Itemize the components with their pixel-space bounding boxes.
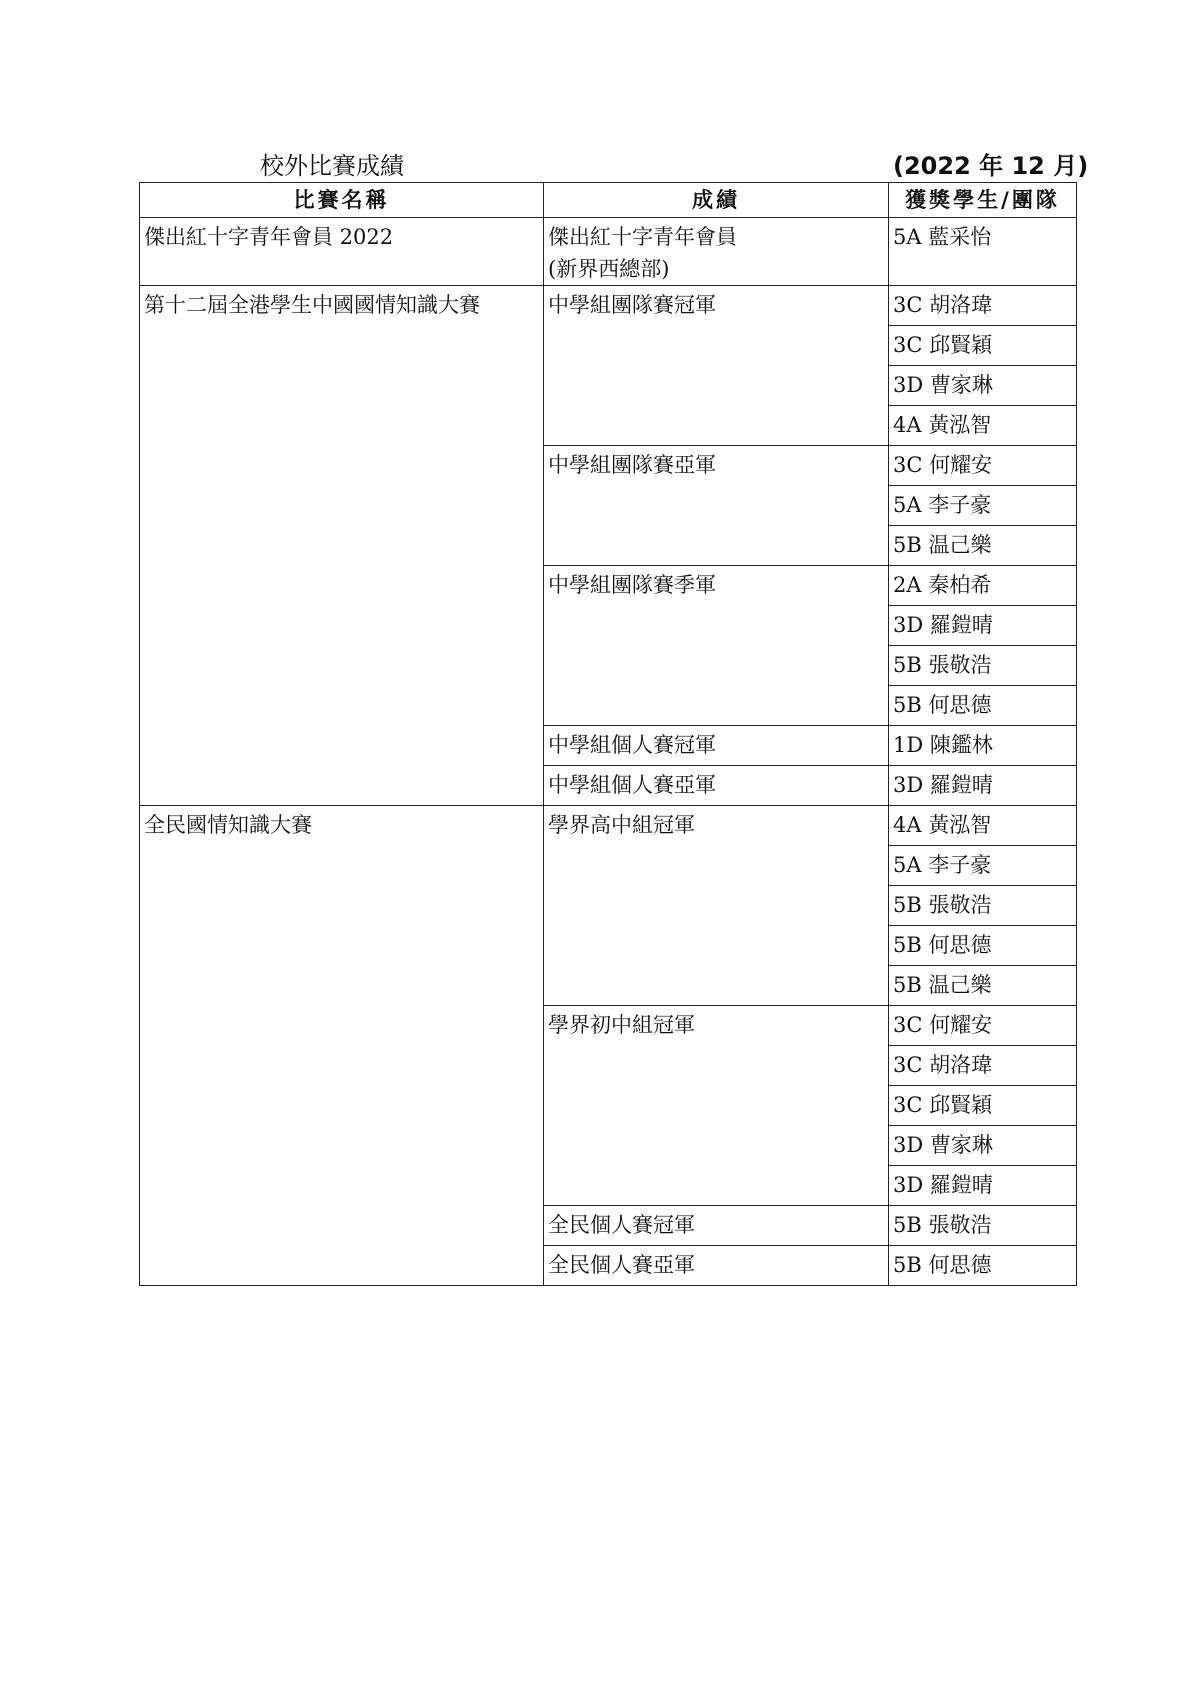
award-cell: 學界初中組冠軍 [544, 1006, 889, 1206]
student-cell: 5B 温己樂 [889, 966, 1077, 1006]
student-cell: 3C 邱賢穎 [889, 326, 1077, 366]
student-cell: 3D 羅鎧晴 [889, 606, 1077, 646]
column-header-competition: 比賽名稱 [140, 183, 544, 218]
award-cell: 中學組個人賽亞軍 [544, 766, 889, 806]
student-cell: 2A 秦柏希 [889, 566, 1077, 606]
student-cell: 3C 胡洛瑋 [889, 1046, 1077, 1086]
student-cell: 5A 藍采怡 [889, 218, 1077, 286]
student-cell: 3D 羅鎧晴 [889, 1166, 1077, 1206]
student-cell: 3D 羅鎧晴 [889, 766, 1077, 806]
table-header [140, 183, 1077, 218]
column-header-winners: 獲獎學生/團隊 [889, 183, 1077, 218]
table-row [140, 806, 1077, 846]
column-header-result: 成績 [544, 183, 889, 218]
award-cell: 全民個人賽亞軍 [544, 1246, 889, 1286]
award-cell: 中學組團隊賽冠軍 [544, 286, 889, 446]
student-cell: 3C 何耀安 [889, 1006, 1077, 1046]
award-cell: 中學組團隊賽季軍 [544, 566, 889, 726]
student-cell: 5B 何思德 [889, 686, 1077, 726]
student-cell: 4A 黃泓智 [889, 406, 1077, 446]
competition-name-cell: 全民國情知識大賽 [140, 806, 544, 1286]
student-cell: 5B 張敬浩 [889, 1206, 1077, 1246]
student-cell: 5B 張敬浩 [889, 886, 1077, 926]
student-cell: 5B 張敬浩 [889, 646, 1077, 686]
award-cell: 中學組個人賽冠軍 [544, 726, 889, 766]
competition-name-cell: 傑出紅十字青年會員 2022 [140, 218, 544, 286]
student-cell: 3D 曹家琳 [889, 366, 1077, 406]
award-cell: 全民個人賽冠軍 [544, 1206, 889, 1246]
student-cell: 3C 何耀安 [889, 446, 1077, 486]
table-body [140, 218, 1077, 1286]
table-row [140, 286, 1077, 326]
student-cell: 1D 陳鑑林 [889, 726, 1077, 766]
award-cell: 中學組團隊賽亞軍 [544, 446, 889, 566]
student-cell: 5B 何思德 [889, 1246, 1077, 1286]
table-row [140, 218, 1077, 286]
student-cell: 5A 李子豪 [889, 846, 1077, 886]
award-cell: 學界高中組冠軍 [544, 806, 889, 1006]
page-title: 校外比賽成績 [260, 152, 404, 180]
student-cell: 3D 曹家琳 [889, 1126, 1077, 1166]
header-row [140, 183, 1077, 218]
competition-name-cell: 第十二屆全港學生中國國情知識大賽 [140, 286, 544, 806]
award-cell: 傑出紅十字青年會員 (新界西總部) [544, 218, 889, 286]
student-cell: 5A 李子豪 [889, 486, 1077, 526]
student-cell: 5B 何思德 [889, 926, 1077, 966]
results-table [139, 182, 1077, 1286]
report-date: (2022 年 12 月) [893, 152, 1089, 180]
student-cell: 3C 胡洛瑋 [889, 286, 1077, 326]
student-cell: 3C 邱賢穎 [889, 1086, 1077, 1126]
student-cell: 5B 温己樂 [889, 526, 1077, 566]
student-cell: 4A 黃泓智 [889, 806, 1077, 846]
